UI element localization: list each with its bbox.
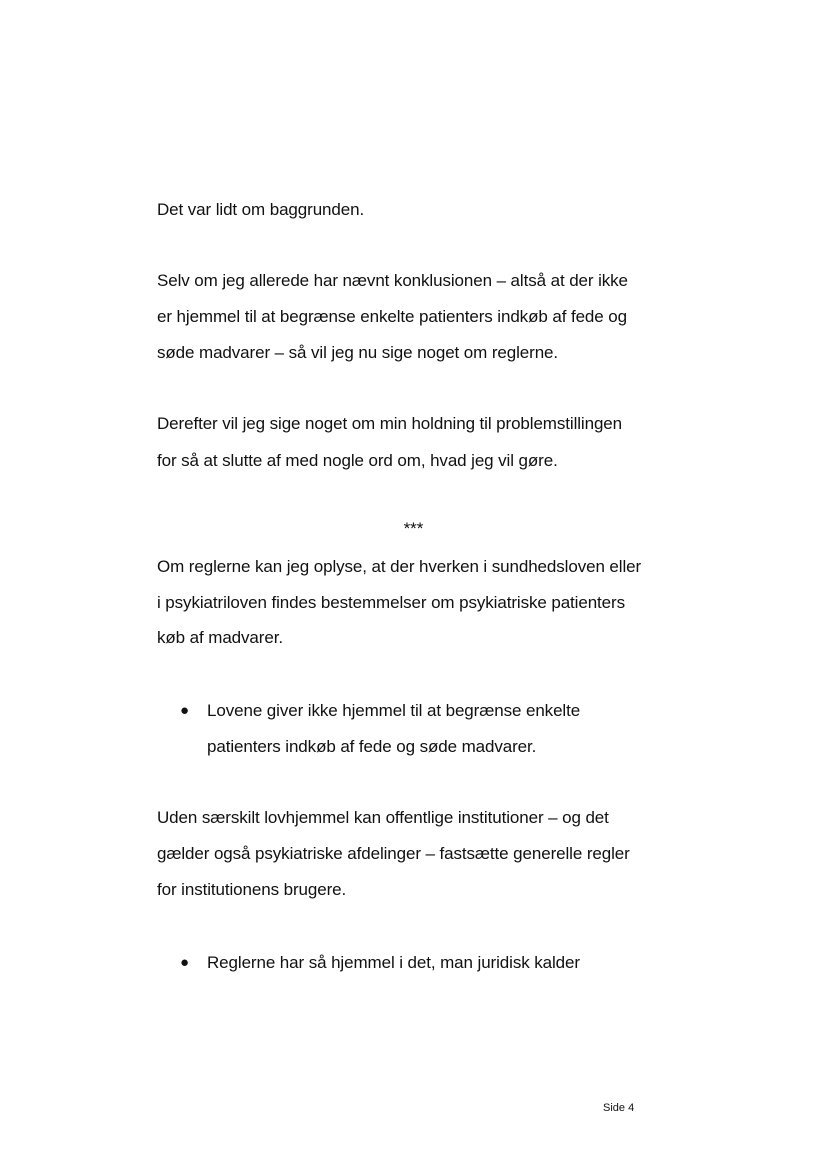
paragraph-4-line-3: køb af madvarer. [157, 628, 283, 647]
paragraph-5-line-2: gælder også psykiatriske afdelinger – fastsætte generelle regler [157, 844, 630, 863]
section-separator: *** [403, 519, 424, 538]
paragraph-4-line-2: i psykiatriloven findes bestemmelser om psykiatriske patienters [157, 593, 625, 612]
paragraph-3-line-1: Derefter vil jeg sige noget om min holdning til problemstillingen [157, 414, 623, 433]
paragraph-4-line-1: Om reglerne kan jeg oplyse, at der hverken i sundhedsloven eller [157, 557, 642, 576]
bullet-marker: ● [180, 954, 190, 971]
page-number: Side 4 [603, 1102, 635, 1114]
paragraph-2-line-3: søde madvarer – så vil jeg nu sige noget om reglerne. [157, 343, 559, 362]
paragraph-5-line-3: for institutionens brugere. [157, 880, 347, 899]
paragraph-5-line-1: Uden særskilt lovhjemmel kan offentlige institutioner – og det [157, 808, 609, 827]
paragraph-2-line-2: er hjemmel til at begrænse enkelte patienters indkøb af fede og [157, 307, 627, 326]
bullet-2-line-1: Reglerne har så hjemmel i det, man juridisk kalder [207, 953, 580, 972]
bullet-1-line-1: Lovene giver ikke hjemmel til at begrænse enkelte [207, 701, 581, 720]
paragraph-3-line-2: for så at slutte af med nogle ord om, hvad jeg vil gøre. [157, 451, 558, 470]
paragraph-1-line-1: Det var lidt om baggrunden. [157, 200, 365, 219]
bullet-marker: ● [180, 702, 190, 719]
paragraph-2-line-1: Selv om jeg allerede har nævnt konklusionen – altså at der ikke [157, 271, 628, 290]
bullet-1-line-2: patienters indkøb af fede og søde madvarer. [207, 737, 537, 756]
